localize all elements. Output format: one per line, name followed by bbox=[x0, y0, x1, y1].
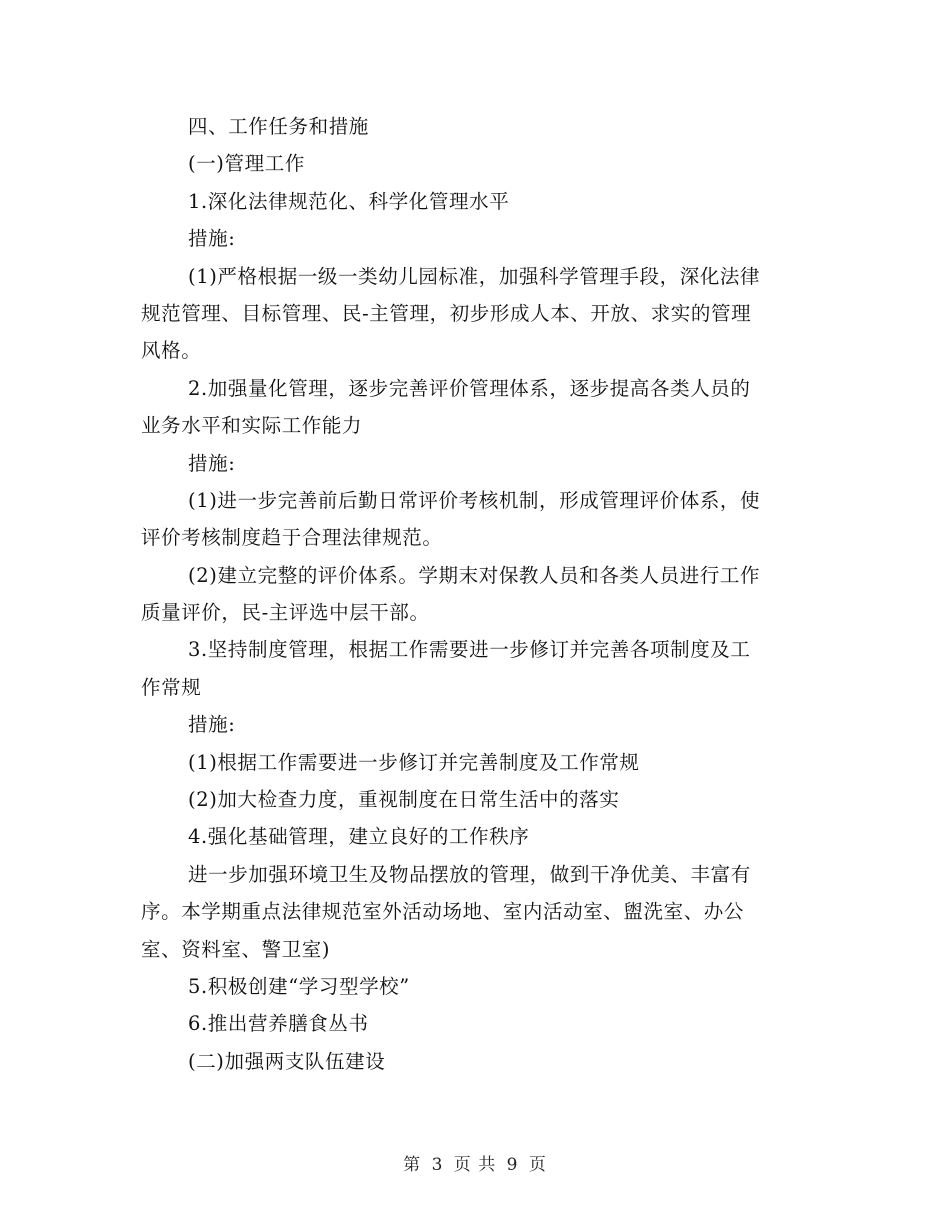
text-line: 6.推出营养膳食丛书 bbox=[188, 1012, 369, 1036]
footer-suffix: 页 bbox=[528, 1155, 547, 1175]
page-footer bbox=[0, 1150, 950, 1175]
footer-total-pages: 9 bbox=[506, 1155, 519, 1175]
text-line: 业务水平和实际工作能力 bbox=[141, 414, 363, 438]
document-body bbox=[141, 108, 811, 1080]
text-line: 风格。 bbox=[141, 339, 202, 363]
text-line: 措施: bbox=[188, 451, 236, 475]
text-line: 作常规 bbox=[141, 675, 202, 699]
text-line: (二)加强两支队伍建设 bbox=[188, 1049, 386, 1073]
text-line: (1)严格根据一级一类幼儿园标准，加强科学管理手段，深化法律 bbox=[188, 264, 761, 288]
text-line: (一)管理工作 bbox=[188, 152, 305, 176]
text-line: 室、资料室、警卫室) bbox=[141, 937, 331, 961]
text-line: 3.坚持制度管理，根据工作需要进一步修订并完善各项制度及工 bbox=[188, 638, 751, 662]
text-line: (2)建立完整的评价体系。学期末对保教人员和各类人员进行工作 bbox=[188, 563, 761, 587]
text-line: 1.深化法律规范化、科学化管理水平 bbox=[188, 189, 510, 213]
text-line: 序。本学期重点法律规范室外活动场地、室内活动室、盥洗室、办公 bbox=[141, 900, 745, 924]
text-line: 2.加强量化管理，逐步完善评价管理体系，逐步提高各类人员的 bbox=[188, 376, 751, 400]
text-line: 4.强化基础管理，建立良好的工作秩序 bbox=[188, 825, 530, 849]
footer-current-page: 3 bbox=[431, 1155, 444, 1175]
text-line: 5.积极创建“学习型学校” bbox=[188, 974, 410, 998]
text-line: (1)根据工作需要进一步修订并完善制度及工作常规 bbox=[188, 750, 640, 774]
text-line: 四、工作任务和措施 bbox=[188, 115, 369, 138]
text-line: 措施: bbox=[188, 227, 236, 251]
footer-middle: 页 共 bbox=[453, 1155, 497, 1175]
text-line: 规范管理、目标管理、民-主管理，初步形成人本、开放、求实的管理 bbox=[141, 301, 752, 325]
text-line: (1)进一步完善前后勤日常评价考核机制，形成管理评价体系，使 bbox=[188, 488, 761, 512]
text-line: (2)加大检查力度，重视制度在日常生活中的落实 bbox=[188, 788, 620, 812]
text-line: 进一步加强环境卫生及物品摆放的管理，做到干净优美、丰富有 bbox=[188, 862, 751, 886]
text-line: 评价考核制度趋于合理法律规范。 bbox=[141, 526, 443, 550]
text-line: 措施: bbox=[188, 713, 236, 737]
text-line: 质量评价，民-主评选中层干部。 bbox=[141, 601, 430, 625]
footer-prefix: 第 bbox=[403, 1155, 422, 1175]
